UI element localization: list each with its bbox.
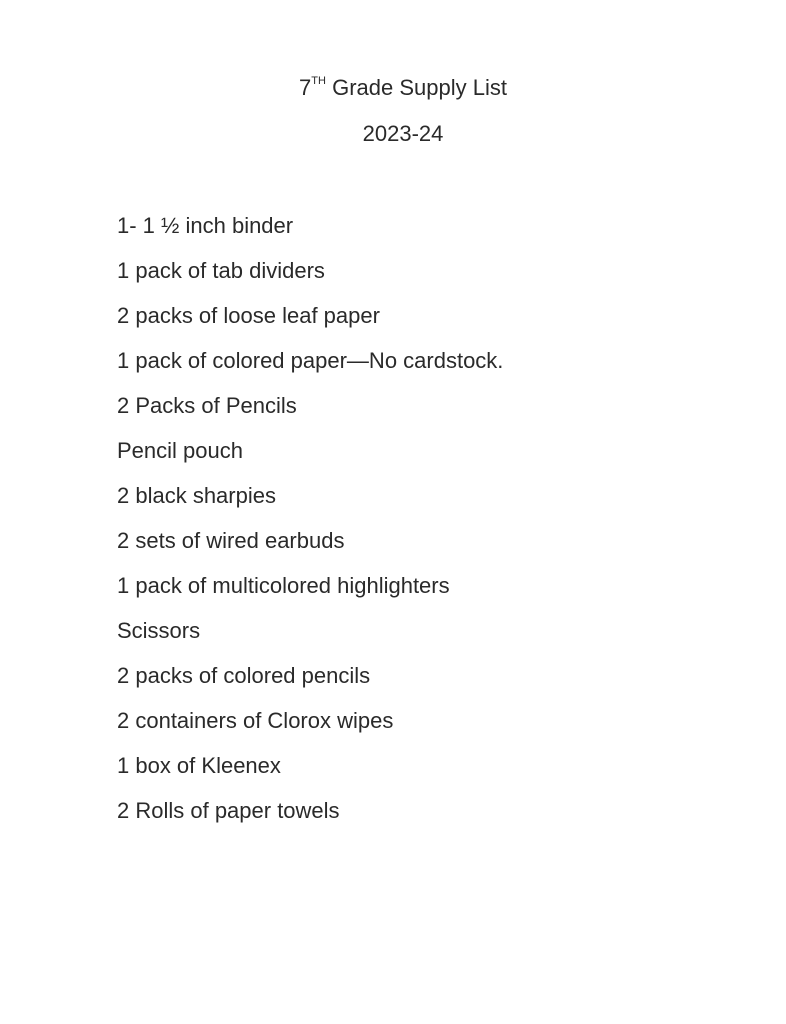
list-item: 1- 1 ½ inch binder [117,213,294,238]
list-item: 2 Packs of Pencils [117,393,297,418]
list-item: Pencil pouch [117,438,243,463]
school-year: 2023-24 [362,121,444,146]
title-grade-number: 7 [299,75,312,100]
list-item: 2 packs of colored pencils [117,663,371,688]
list-item: Scissors [117,618,201,643]
list-item: 1 pack of tab dividers [117,258,325,283]
list-item: 2 containers of Clorox wipes [117,708,394,733]
list-item: 2 black sharpies [117,483,276,508]
supply-list [117,208,503,838]
list-item: 1 pack of multicolored highlighters [117,573,450,598]
title-grade-suffix: TH [311,75,326,87]
list-item: 2 sets of wired earbuds [117,528,345,553]
list-item: 1 box of Kleenex [117,753,281,778]
list-item: 2 packs of loose leaf paper [117,303,380,328]
title-text: Grade Supply List [325,75,507,100]
page-title [10,70,786,106]
list-item: 2 Rolls of paper towels [117,798,340,823]
list-item: 1 pack of colored paper—No cardstock. [117,348,504,373]
